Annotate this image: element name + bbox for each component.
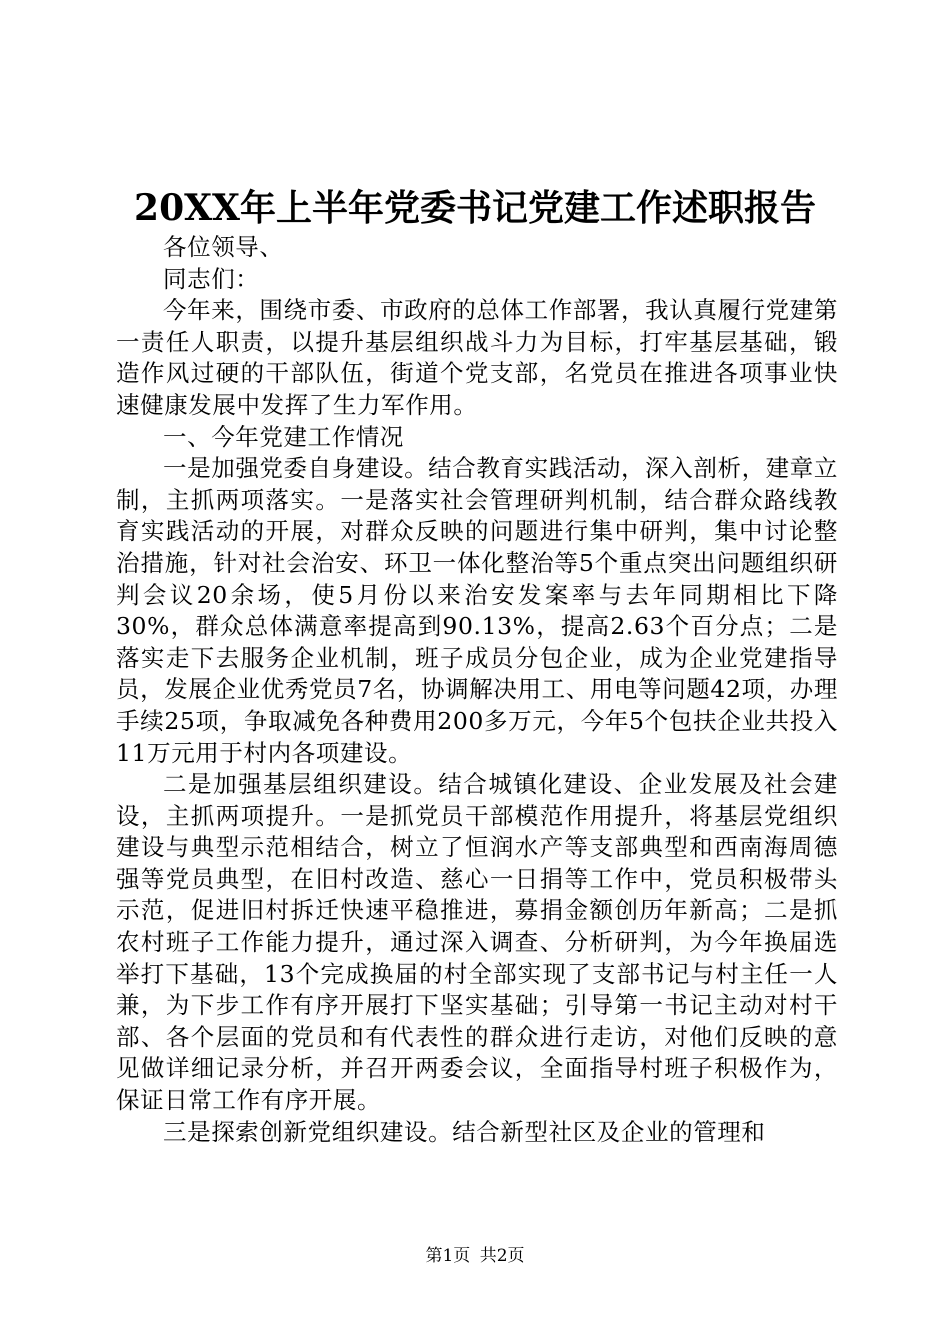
document-body bbox=[116, 232, 838, 1148]
paragraph-party-committee: 一是加强党委自身建设。结合教育实践活动，深入剖析，建章立制，主抓两项落实。一是落实社会管理研判机制，结合群众路线教育实践活动的开展，对群众反映的问题进行集中研判，集中讨论整治措施，针对社会治安、环卫一体化整治等5个重点突出问题组织研判会议20余场，使5月份以来治安发案率与去年同期相比下降30%，群众总体满意率提高到90.13%，提高2.63个百分点；二是落实走下去服务企业机制，班子成员分包企业，成为企业党建指导员，发展企业优秀党员7名，协调解决用工、用电等问题42项，办理手续25项，争取减免各种费用200多万元，今年5个包扶企业共投入11万元用于村内各项建设。 bbox=[116, 454, 838, 767]
document-title: 20XX年上半年党委书记党建工作述职报告 bbox=[134, 187, 816, 229]
paragraph-grassroots: 二是加强基层组织建设。结合城镇化建设、企业发展及社会建设，主抓两项提升。一是抓党员干部模范作用提升，将基层党组织建设与典型示范相结合，树立了恒润水产等支部典型和西南海周德强等党员典型，在旧村改造、慈心一日捐等工作中，党员积极带头示范，促进旧村拆迁快速平稳推进，募捐金额创历年新高；二是抓农村班子工作能力提升，通过深入调查、分析研判，为今年换届选举打下基础，13个完成换届的村全部实现了支部书记与村主任一人兼，为下步工作有序开展打下坚实基础；引导第一书记主动对村干部、各个层面的党员和有代表性的群众进行走访，对他们反映的意见做详细记录分析，并召开两委会议，全面指导村班子积极作为，保证日常工作有序开展。 bbox=[116, 770, 838, 1115]
section-heading: 一、今年党建工作情况 bbox=[163, 422, 404, 451]
salutation-line-2: 同志们： bbox=[163, 264, 260, 293]
page-total: 共2页 bbox=[479, 1246, 525, 1266]
intro-paragraph: 今年来，围绕市委、市政府的总体工作部署，我认真履行党建第一责任人职责，以提升基层组织战斗力为目标，打牢基层基础，锻造作风过硬的干部队伍，街道个党支部，名党员在推进各项事业快速健康发展中发挥了生力军作用。 bbox=[116, 296, 838, 419]
salutation-line-1: 各位领导、 bbox=[163, 233, 284, 261]
paragraph-innovation: 三是探索创新党组织建设。结合新型社区及企业的管理和 bbox=[163, 1117, 766, 1146]
page-number: 第1页 bbox=[425, 1246, 471, 1266]
page-footer bbox=[0, 1244, 950, 1268]
